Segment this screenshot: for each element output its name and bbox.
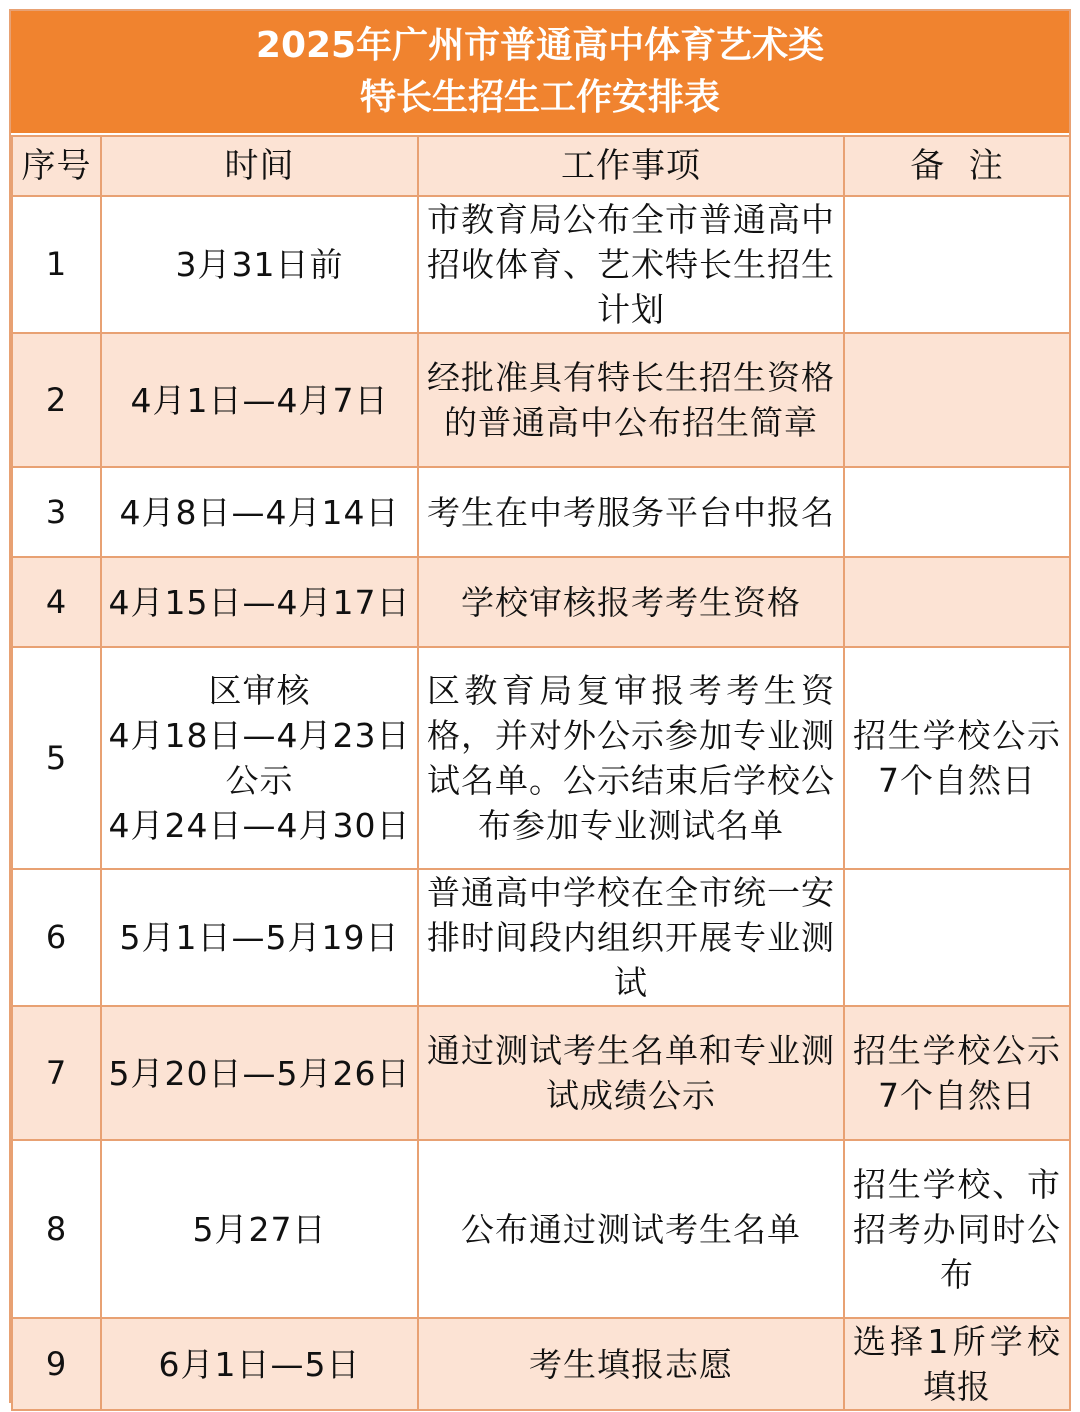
row-item: 经批准具有特长生招生资格的普通高中公布招生简章 (418, 333, 844, 467)
title-line-1: 2025年广州市普通高中体育艺术类 (255, 25, 825, 66)
row-item: 市教育局公布全市普通高中招收体育、艺术特长生招生计划 (418, 196, 844, 333)
row-note: 招生学校、市招考办同时公布 (844, 1140, 1070, 1318)
row-note: 招生学校公示7个自然日 (844, 647, 1070, 869)
row-item: 公布通过测试考生名单 (418, 1140, 844, 1318)
header-time: 时间 (101, 136, 418, 196)
row-time-line: 4月18日—4月23日 (108, 716, 411, 755)
table-row (12, 1318, 1070, 1410)
schedule-table (11, 135, 1071, 1411)
row-item: 学校审核报考考生资格 (418, 557, 844, 647)
table-row (12, 1140, 1070, 1318)
row-time-line: 5月27日 (192, 1209, 327, 1249)
row-time-line: 5月20日—5月26日 (108, 1053, 411, 1093)
table-row (12, 333, 1070, 467)
row-time (101, 333, 418, 467)
row-time (101, 467, 418, 557)
row-item: 区教育局复审报考考生资格，并对外公示参加专业测试名单。公示结束后学校公布参加专业测试名单 (418, 647, 844, 869)
row-time (101, 557, 418, 647)
row-time (101, 647, 418, 869)
row-time-line: 4月24日—4月30日 (108, 806, 411, 845)
row-note (844, 557, 1070, 647)
row-index: 5 (12, 647, 101, 869)
row-note: 选择1所学校填报 (844, 1318, 1070, 1410)
title-line-2: 特长生招生工作安排表 (359, 77, 720, 118)
row-index: 4 (12, 557, 101, 647)
table-row (12, 869, 1070, 1006)
row-index: 7 (12, 1006, 101, 1140)
row-index: 3 (12, 467, 101, 557)
header-index: 序号 (12, 136, 101, 196)
table-body (12, 196, 1070, 1410)
row-note (844, 467, 1070, 557)
row-time-line: 公示 (225, 761, 294, 800)
row-index: 6 (12, 869, 101, 1006)
table-row (12, 467, 1070, 557)
row-time-line: 6月1日—5日 (158, 1344, 361, 1384)
header-note: 备 注 (844, 136, 1070, 196)
row-time (101, 196, 418, 333)
row-item: 通过测试考生名单和专业测试成绩公示 (418, 1006, 844, 1140)
row-note: 招生学校公示7个自然日 (844, 1006, 1070, 1140)
row-note (844, 333, 1070, 467)
row-time-line: 4月15日—4月17日 (108, 582, 411, 622)
row-note (844, 869, 1070, 1006)
row-time (101, 1006, 418, 1140)
row-index: 8 (12, 1140, 101, 1318)
row-item: 考生填报志愿 (418, 1318, 844, 1410)
row-item: 考生在中考服务平台中报名 (418, 467, 844, 557)
table-row (12, 196, 1070, 333)
header-row (12, 136, 1070, 196)
row-time-line: 4月8日—4月14日 (119, 492, 400, 532)
row-time-line: 区审核 (208, 671, 311, 710)
row-time (101, 1318, 418, 1410)
table-row (12, 1006, 1070, 1140)
table-row (12, 647, 1070, 869)
row-time (101, 869, 418, 1006)
row-time-line: 5月1日—5月19日 (119, 918, 400, 957)
row-time-line: 4月1日—4月7日 (130, 380, 389, 420)
row-item: 普通高中学校在全市统一安排时间段内组织开展专业测试 (418, 869, 844, 1006)
row-time (101, 1140, 418, 1318)
row-time-line: 3月31日前 (175, 245, 344, 284)
row-index: 2 (12, 333, 101, 467)
row-note (844, 196, 1070, 333)
table-row (12, 557, 1070, 647)
row-index: 1 (12, 196, 101, 333)
header-item: 工作事项 (418, 136, 844, 196)
row-index: 9 (12, 1318, 101, 1410)
table-title (11, 11, 1069, 133)
schedule-sheet (9, 9, 1071, 1406)
